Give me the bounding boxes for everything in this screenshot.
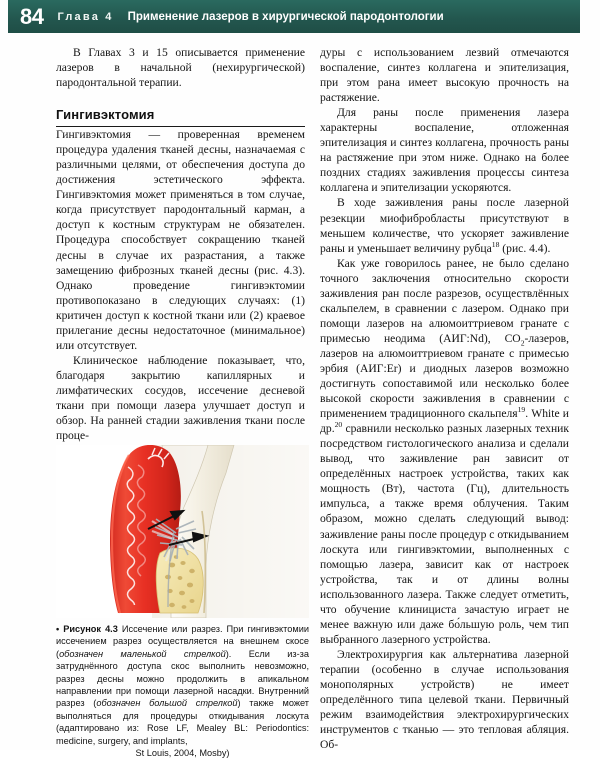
gingiva-cross-section-illustration: [56, 445, 309, 618]
figure-ref-4-4: (рис. 4.4).: [499, 241, 551, 255]
figure-4-3: [56, 445, 309, 759]
paragraph-with-footnote: [320, 195, 569, 255]
right-column: [320, 45, 569, 752]
paragraph-text-cont: сравнили несколько разных лазерных техник посредством гистологического анализа и сделали вывод, что заживление ран зависит от определённых настроек устройства, таких как мощность (Вт), частота (Гц), длительность импульса, а также время облучения. Таким образом, можно сделать следующий вывод: заживление раны после процедур с откидыванием лоскута или гингивэктомии, выполненных с помощью лазера, зависит как от настроек устройства, так и от длины волны использованного лазера. Также следует отметить, что обучение клинициста зачастую играет не менее важную или даже бо́льшую роль, чем тип выбранного лазерного устройства.: [320, 422, 569, 646]
left-column: [56, 45, 305, 443]
caption-text: ). Если из-за затруднённого доступа скос выполнить невозможно, разрез десны можно продолжить в апикальном направлении при помощи лазерной насадки. Внутренний разрез (: [56, 648, 309, 709]
chapter-label: Глава 4: [57, 10, 114, 23]
paragraph: дуры с использованием лезвий отмечаются воспаление, синтез коллагена и эпителизация, при этом рана имеет высокую прочность на растяжение.: [320, 46, 569, 105]
paragraph-text: Как уже говорилось ранее, не было сделано точного заключения относительно скорости заживления ран после разрезов, осуществлённых скальпелем, в сравнении с лазером. Однако при помощи лазеров на алюмоиттриевом гранате с примесью неодима (АИГ:Nd), CO: [320, 256, 569, 345]
caption-credit: St Louis, 2004, Mosby): [135, 748, 230, 759]
page-content: [0, 33, 600, 759]
paragraph-text-cont: . White и др.: [320, 407, 569, 436]
caption-text: Иссечение или разрез. При гингивэктомии иссечением разрез осуществляется на внешнем скосе (: [56, 624, 309, 659]
paragraph: Гингивэктомия — проверенная временем процедура удаления тканей десны, назначаемая с различными целями, от обеспечения доступа до достижения эстетического эффекта. Гингивэктомия может применяться в том случае, когда присутствует пародонтальный карман, а доступ к костным структурам не обязателен. Процедура способствует сокращению тканей десны в случае их разрастания, а также замещению фиброзных тканей десны (рис. 4.3). Однако проведение гингивэктомии противопоказано в следующих случаях: (1) критичен доступ к костной ткани или (2) краевое прилегание десны недостаточное (минимальное) или отсутствует.: [56, 128, 305, 352]
paragraph-text-cont: -лазеров, лазеров на алюмоиттриевом гранате с примесью эрбия (АИГ:Er) и диодных лазеров возможно достигнуть сопоставимой или несколько более высокой скорости заживления в сравнении с применением традиционного скальпеля: [320, 331, 569, 421]
page-header-band: [8, 0, 580, 33]
page-title: Применение лазеров в хирургической пародонтологии: [127, 10, 444, 23]
co2-subscript: 2: [520, 338, 525, 348]
paragraph: Электрохирургия как альтернатива лазерной терапии (особенно в случае использования монополярных устройств) не имеет определённого типа целевой ткани. Первичный режим взаимодействия электрохирургических инструментов с тканью — это тепловая абляция. Об-: [320, 647, 569, 752]
figure-image: [56, 445, 309, 618]
paragraph-text: В ходе заживления раны после лазерной резекции миофибробласты присутствуют в меньшем количестве, что ускоряет заживление раны и уменьшает величину рубца: [320, 196, 569, 255]
paragraph: В Главах 3 и 15 описывается применение лазеров в начальной (нехирургической) пародонтальной терапии.: [56, 46, 305, 90]
alveolar-bone: [156, 548, 203, 613]
figure-caption: [56, 623, 309, 759]
paragraph: Клиническое наблюдение показывает, что, благодаря закрытию капиллярных и лимфатических сосудов, иссечение десневой ткани при помощи лазера улучшает доступ и обзор. На ранней стадии заживления ткани после проце-: [56, 353, 305, 443]
footnote-ref-19: 19: [517, 405, 526, 415]
footnote-ref-18: 18: [491, 239, 500, 249]
caption-emphasis-large-arrow: обозначен большой стрелкой: [96, 698, 238, 709]
caption-text: ) также может выполняться для процедуры откидывания лоскута (адаптировано из: Rose LF, Mealey BL: Periodontics: medicine, surgery, and implants,: [56, 698, 309, 746]
figure-label: Рисунок 4.3: [63, 624, 118, 634]
paragraph-with-footnotes: [320, 256, 569, 647]
caption-bullet: •: [56, 624, 60, 634]
footnote-ref-20: 20: [334, 420, 343, 430]
paragraph: Для раны после применения лазера характерны воспаление, отложенная эпителизация и синтез коллагена, прочность раны на растяжение при этом ниже. Однако на более поздних стадиях заживления процессы синтеза коллагена и эпителизации ускоряются.: [320, 106, 569, 195]
caption-emphasis-small-arrow: обозначен маленькой стрелкой: [59, 648, 226, 659]
section-heading: Гингивэктомия: [56, 107, 305, 127]
page-number: 84: [20, 3, 44, 29]
